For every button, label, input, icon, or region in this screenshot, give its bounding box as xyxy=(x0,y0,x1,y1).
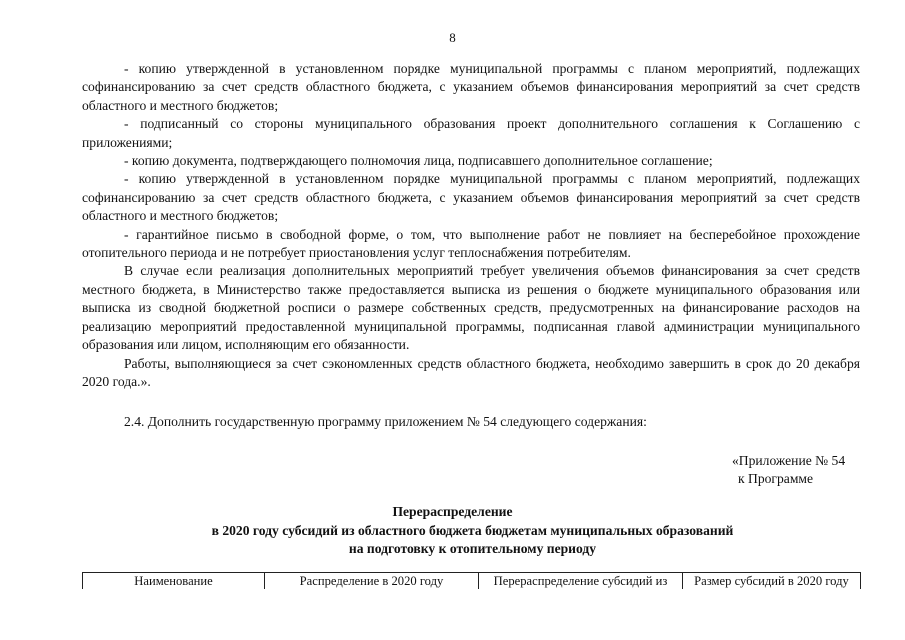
header-distribution-2020: Распределение в 2020 году xyxy=(265,573,479,590)
section-2-4: 2.4. Дополнить государственную программу приложением № 54 следующего содержания: xyxy=(124,414,647,429)
allocation-table xyxy=(82,572,861,589)
list-item-guarantee-letter: - гарантийное письмо в свободной форме, о том, что выполнение работ не повлияет на бесперебойное прохождение отопительного периода и не потребует приостановления услуг теплоснабжения потребителям. xyxy=(82,226,860,261)
header-redistribution: Перераспределение субсидий из xyxy=(479,573,683,590)
paragraph-additional-funding: В случае если реализация дополнительных мероприятий требует увеличения объемов финансирования за счет средств местного бюджета, в Министерство также предоставляется выписка из решения о бюджете муниципального образования или выписка из сводной бюджетной росписи о размере собственных средств, предусмотренных на финансирование расходов на реализацию мероприятий предоставленной муниципальной программы, подписанная главой администрации муниципального образования или лицом, исполняющим его обязанности. xyxy=(82,263,860,353)
document-title xyxy=(0,503,905,559)
appendix-program: к Программе xyxy=(738,471,814,486)
list-item-program-copy: - копию утвержденной в установленном порядке муниципальной программы с планом мероприятий, подлежащих софинансированию за счет средств областного бюджета, с указанием объемов финансирования мероприятий за счет средств областного и местного бюджетов; xyxy=(82,61,860,113)
page-number: 8 xyxy=(449,30,456,45)
appendix-number: «Приложение № 54 xyxy=(732,453,846,468)
body-text xyxy=(82,60,860,391)
title-line-3: на подготовку к отопительному периоду xyxy=(348,541,597,556)
header-subsidy-size-2020: Размер субсидий в 2020 году xyxy=(683,573,861,590)
title-line-1: Перераспределение xyxy=(392,504,513,519)
paragraph-deadline: Работы, выполняющиеся за счет сэкономленных средств областного бюджета, необходимо завершить в срок до 20 декабря 2020 года.». xyxy=(82,355,860,389)
list-item-agreement-draft: - подписанный со стороны муниципального образования проект дополнительного соглашения к Соглашению с приложениями; xyxy=(82,116,860,150)
header-name: Наименование xyxy=(83,573,265,590)
list-item-authority-document: - копию документа, подтверждающего полномочия лица, подписавшего дополнительное соглашение; xyxy=(124,153,713,169)
table-header-row xyxy=(83,573,861,590)
appendix-reference xyxy=(732,452,845,488)
title-line-2: в 2020 году субсидий из областного бюджета бюджетам муниципальных образований xyxy=(211,522,734,538)
list-item-program-copy-repeat: - копию утвержденной в установленном порядке муниципальной программы с планом мероприятий, подлежащих софинансированию за счет средств областного бюджета, с указанием объемов финансирования мероприятий за счет средств областного и местного бюджетов; xyxy=(82,171,860,224)
